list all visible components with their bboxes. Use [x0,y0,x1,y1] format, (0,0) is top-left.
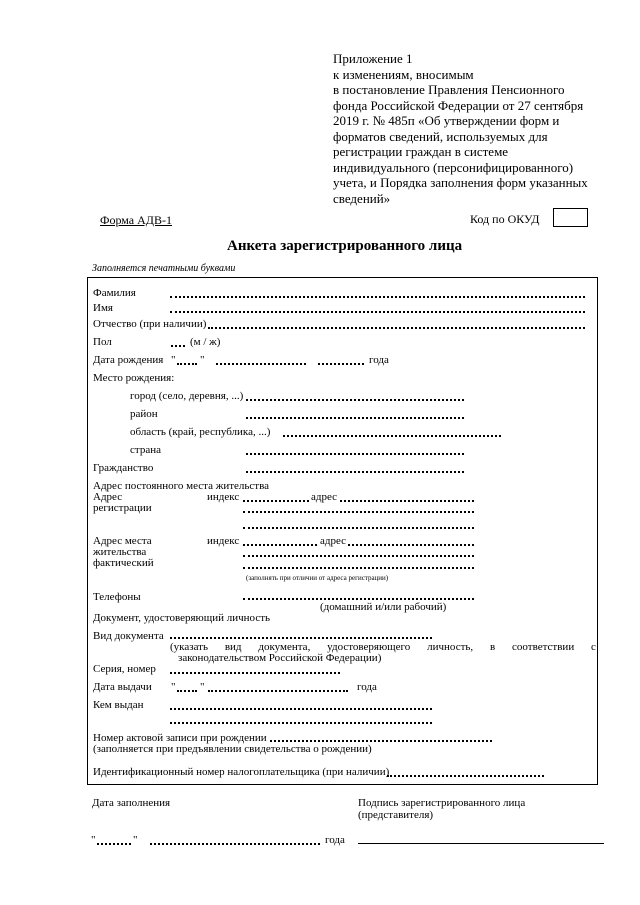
reg-address-word: адрес [311,491,338,503]
series-field[interactable] [170,672,340,674]
appendix-line: сведений» [333,190,391,206]
fact-address-word: адрес [320,535,347,547]
appendix-line: 2019 г. № 485п «Об утверждении форм и [333,113,560,128]
appendix-line: учета, и Порядка заполнения форм указанных [333,175,588,190]
appendix-line: индивидуального (персонифицированного) [333,159,574,175]
okud-input[interactable] [553,208,588,227]
city-field[interactable] [246,399,464,401]
birth-place-label: Место рождения: [93,372,175,384]
fact-index-field[interactable] [243,544,317,546]
sex-label: Пол [93,336,112,348]
okud-label: Код по ОКУД [470,212,540,226]
doc-hint-word: соответствии [512,641,575,653]
signature-line[interactable] [358,843,604,844]
issue-year-suffix: года [357,681,377,693]
fact-address-hint: (заполнять при отличии от адреса регистрации) [246,574,389,582]
id-doc-header: Документ, удостоверяющий личность [93,612,271,624]
reg-index-field[interactable] [243,500,309,502]
fill-month-year-field[interactable] [150,843,320,845]
patronymic-label: Отчество (при наличии) [93,318,207,330]
birth-year-field[interactable] [318,363,364,365]
fact-address-label-2: жительства [93,546,147,558]
appendix-line: в постановление Правления Пенсионного [333,82,565,97]
signature-label: Подпись зарегистрированного лица [358,797,526,809]
issued-by-field-2[interactable] [170,722,432,724]
patronymic-field[interactable] [208,327,585,329]
birth-year-suffix: года [369,354,389,366]
issue-month-year-field[interactable] [208,690,348,692]
address-header: Адрес постоянного места жительства [93,480,270,492]
phones-label: Телефоны [93,591,141,603]
doc-hint-word: вид [224,641,242,653]
sex-field[interactable] [171,345,185,347]
phones-hint: (домашний и/или рабочий) [320,601,447,613]
reg-address-field-2[interactable] [243,511,474,513]
appendix-line: фонда Российской Федерации от 27 сентября [333,97,584,113]
name-label: Имя [93,302,113,314]
appendix-block [333,51,598,206]
fact-address-field-2[interactable] [243,555,474,557]
reg-address-label-2: регистрации [93,502,152,514]
reg-index-label: индекс [207,491,240,503]
appendix-line: регистрации граждан в системе [333,144,509,159]
citizenship-label: Гражданство [93,462,154,474]
issue-date-label: Дата выдачи [93,681,152,693]
act-record-hint: (заполняется при предъявлении свидетельства о рождении) [93,743,372,755]
form-code: Форма АДВ-1 [100,213,172,227]
fact-address-field-3[interactable] [243,567,474,569]
surname-field[interactable] [170,296,585,298]
fill-date-label: Дата заполнения [92,797,171,809]
inn-field[interactable] [387,775,544,777]
country-field[interactable] [246,453,464,455]
quote-open: " [171,354,176,366]
fill-year-suffix: года [325,834,345,846]
reg-address-field-3[interactable] [243,527,474,529]
doc-type-hint-2: законодательством Российской Федерации) [178,652,382,664]
act-record-field[interactable] [270,740,492,742]
fact-address-label: Адрес места [93,535,152,547]
fill-quote-open: " [91,834,96,846]
city-label: город (село, деревня, ...) [130,390,244,402]
fact-address-field-1[interactable] [348,544,474,546]
reg-address-field-1[interactable] [340,500,474,502]
doc-type-field[interactable] [170,637,432,639]
issue-quote-close: " [200,681,205,693]
citizenship-field[interactable] [246,471,464,473]
doc-hint-word: (указать [170,641,208,653]
quote-close: " [200,354,205,366]
doc-hint-word: с [591,641,596,653]
sex-hint: (м / ж) [190,336,221,348]
region-field[interactable] [283,435,501,437]
act-record-label: Номер актовой записи при рождении [93,732,267,744]
appendix-line: к изменениям, вносимым [333,66,474,82]
doc-type-label: Вид документа [93,630,164,642]
doc-hint-word: в [490,641,496,653]
district-field[interactable] [246,417,464,419]
appendix-line: Приложение 1 [333,51,413,66]
birth-date-label: Дата рождения [93,354,164,366]
district-label: район [130,408,158,420]
reg-address-label: Адрес [93,491,123,503]
birth-month-field[interactable] [216,363,306,365]
doc-hint-word: личность, [427,641,474,653]
signature-label-2: (представителя) [358,809,434,821]
fact-index-label: индекс [207,535,240,547]
instruction-text: Заполняется печатными буквами [92,263,236,274]
name-field[interactable] [170,311,585,313]
doc-hint-word: удостоверяющего [327,641,411,653]
issued-by-label: Кем выдан [93,699,144,711]
series-label: Серия, номер [93,663,156,675]
country-label: страна [130,444,161,456]
fill-quote-close: " [133,834,138,846]
issued-by-field-1[interactable] [170,708,432,710]
issue-day-field[interactable] [177,690,197,692]
issue-quote-open: " [171,681,176,693]
appendix-line: форматов сведений, используемых для [333,128,548,144]
doc-hint-word: документа, [258,641,311,653]
phones-field[interactable] [243,598,474,600]
inn-label: Идентификационный номер налогоплательщика (при наличии) [93,766,390,778]
fact-address-label-3: фактический [93,557,154,569]
fill-day-field[interactable] [97,843,131,845]
birth-day-field[interactable] [177,363,197,365]
region-label: область (край, республика, ...) [130,426,271,438]
page-title: Анкета зарегистрированного лица [227,238,463,254]
surname-label: Фамилия [93,287,136,299]
